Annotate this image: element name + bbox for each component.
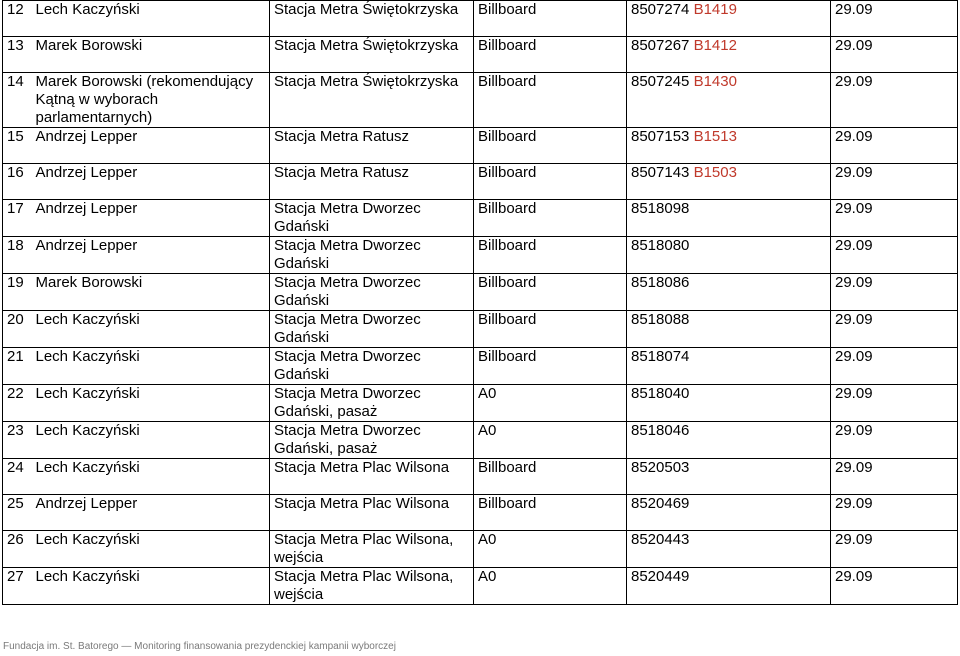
ad-code (627, 422, 831, 459)
candidate-name: Andrzej Lepper (33, 495, 270, 531)
ad-code (627, 274, 831, 311)
candidate-name: Lech Kaczyński (33, 422, 270, 459)
candidate-name: Lech Kaczyński (33, 531, 270, 568)
candidate-name: Andrzej Lepper (33, 128, 270, 164)
row-number: 13 (3, 37, 33, 73)
candidate-name: Andrzej Lepper (33, 200, 270, 237)
candidate-name: Andrzej Lepper (33, 237, 270, 274)
table-row (3, 128, 958, 164)
code-number: 8520443 (631, 531, 690, 548)
table-row (3, 164, 958, 200)
table-row (3, 348, 958, 385)
date: 29.09 (831, 495, 958, 531)
medium: Billboard (474, 1, 627, 37)
code-number: 8518098 (631, 200, 690, 217)
location: Stacja Metra Świętokrzyska (270, 37, 474, 73)
row-number: 20 (3, 311, 33, 348)
date: 29.09 (831, 568, 958, 605)
candidate-name: Lech Kaczyński (33, 459, 270, 495)
ad-code (627, 348, 831, 385)
table-row (3, 495, 958, 531)
date: 29.09 (831, 311, 958, 348)
row-number: 24 (3, 459, 33, 495)
candidate-name: Lech Kaczyński (33, 348, 270, 385)
medium: Billboard (474, 311, 627, 348)
code-number: 8507153 (631, 128, 690, 145)
medium: Billboard (474, 348, 627, 385)
location: Stacja Metra Świętokrzyska (270, 73, 474, 128)
location: Stacja Metra Dworzec Gdański (270, 348, 474, 385)
candidate-name: Lech Kaczyński (33, 1, 270, 37)
date: 29.09 (831, 459, 958, 495)
table-row (3, 237, 958, 274)
date: 29.09 (831, 422, 958, 459)
table-row (3, 274, 958, 311)
ad-code (627, 459, 831, 495)
row-number: 16 (3, 164, 33, 200)
medium: Billboard (474, 128, 627, 164)
ad-code (627, 128, 831, 164)
row-number: 26 (3, 531, 33, 568)
table-row (3, 459, 958, 495)
code-number: 8520449 (631, 568, 690, 585)
candidate-name: Lech Kaczyński (33, 385, 270, 422)
code-number: 8518080 (631, 237, 690, 254)
medium: Billboard (474, 200, 627, 237)
ad-code (627, 568, 831, 605)
row-number: 21 (3, 348, 33, 385)
location: Stacja Metra Dworzec Gdański, pasaż (270, 385, 474, 422)
date: 29.09 (831, 164, 958, 200)
table-row (3, 531, 958, 568)
table-row (3, 37, 958, 73)
ad-code (627, 385, 831, 422)
medium: Billboard (474, 495, 627, 531)
date: 29.09 (831, 274, 958, 311)
code-tag: B1412 (693, 37, 737, 54)
ad-code (627, 164, 831, 200)
ad-code (627, 495, 831, 531)
date: 29.09 (831, 200, 958, 237)
row-number: 19 (3, 274, 33, 311)
medium: Billboard (474, 274, 627, 311)
medium: Billboard (474, 237, 627, 274)
ad-code (627, 531, 831, 568)
ad-code (627, 1, 831, 37)
medium: A0 (474, 568, 627, 605)
medium: Billboard (474, 164, 627, 200)
ad-code (627, 37, 831, 73)
table-row (3, 311, 958, 348)
code-number: 8507245 (631, 73, 690, 90)
candidate-name: Lech Kaczyński (33, 311, 270, 348)
row-number: 14 (3, 73, 33, 128)
campaign-ads-table (2, 0, 958, 605)
ad-code (627, 237, 831, 274)
candidate-name: Andrzej Lepper (33, 164, 270, 200)
date: 29.09 (831, 237, 958, 274)
medium: Billboard (474, 459, 627, 495)
table-row (3, 73, 958, 128)
medium: A0 (474, 422, 627, 459)
date: 29.09 (831, 348, 958, 385)
table-row (3, 1, 958, 37)
location: Stacja Metra Plac Wilsona, wejścia (270, 568, 474, 605)
row-number: 12 (3, 1, 33, 37)
location: Stacja Metra Ratusz (270, 164, 474, 200)
code-number: 8518046 (631, 422, 690, 439)
ad-code (627, 73, 831, 128)
location: Stacja Metra Plac Wilsona (270, 495, 474, 531)
code-number: 8518088 (631, 311, 690, 328)
date: 29.09 (831, 531, 958, 568)
candidate-name: Marek Borowski (rekomendujący Kątną w wyborach parlamentarnych) (33, 73, 270, 128)
code-number: 8520503 (631, 459, 690, 476)
location: Stacja Metra Dworzec Gdański, pasaż (270, 422, 474, 459)
page-footer: Fundacja im. St. Batorego — Monitoring finansowania prezydenckiej kampanii wyborczej (3, 641, 396, 652)
date: 29.09 (831, 128, 958, 164)
ad-code (627, 311, 831, 348)
candidate-name: Marek Borowski (33, 37, 270, 73)
candidate-name: Lech Kaczyński (33, 568, 270, 605)
row-number: 25 (3, 495, 33, 531)
table-row (3, 385, 958, 422)
code-number: 8518086 (631, 274, 690, 291)
medium: Billboard (474, 37, 627, 73)
table-row (3, 422, 958, 459)
date: 29.09 (831, 73, 958, 128)
ad-code (627, 200, 831, 237)
code-tag: B1503 (693, 164, 737, 181)
medium: Billboard (474, 73, 627, 128)
table-body (3, 1, 958, 605)
code-tag: B1430 (693, 73, 737, 90)
location: Stacja Metra Dworzec Gdański (270, 311, 474, 348)
date: 29.09 (831, 385, 958, 422)
code-number: 8520469 (631, 495, 690, 512)
medium: A0 (474, 531, 627, 568)
row-number: 15 (3, 128, 33, 164)
row-number: 27 (3, 568, 33, 605)
table-row (3, 568, 958, 605)
row-number: 23 (3, 422, 33, 459)
code-number: 8507143 (631, 164, 690, 181)
medium: A0 (474, 385, 627, 422)
location: Stacja Metra Świętokrzyska (270, 1, 474, 37)
code-number: 8518040 (631, 385, 690, 402)
location: Stacja Metra Dworzec Gdański (270, 200, 474, 237)
row-number: 22 (3, 385, 33, 422)
table-row (3, 200, 958, 237)
code-number: 8507267 (631, 37, 690, 54)
location: Stacja Metra Ratusz (270, 128, 474, 164)
location: Stacja Metra Plac Wilsona, wejścia (270, 531, 474, 568)
code-tag: B1513 (693, 128, 737, 145)
date: 29.09 (831, 1, 958, 37)
location: Stacja Metra Dworzec Gdański (270, 274, 474, 311)
candidate-name: Marek Borowski (33, 274, 270, 311)
date: 29.09 (831, 37, 958, 73)
code-number: 8507274 (631, 1, 690, 18)
code-number: 8518074 (631, 348, 690, 365)
location: Stacja Metra Plac Wilsona (270, 459, 474, 495)
row-number: 17 (3, 200, 33, 237)
location: Stacja Metra Dworzec Gdański (270, 237, 474, 274)
row-number: 18 (3, 237, 33, 274)
code-tag: B1419 (693, 1, 737, 18)
